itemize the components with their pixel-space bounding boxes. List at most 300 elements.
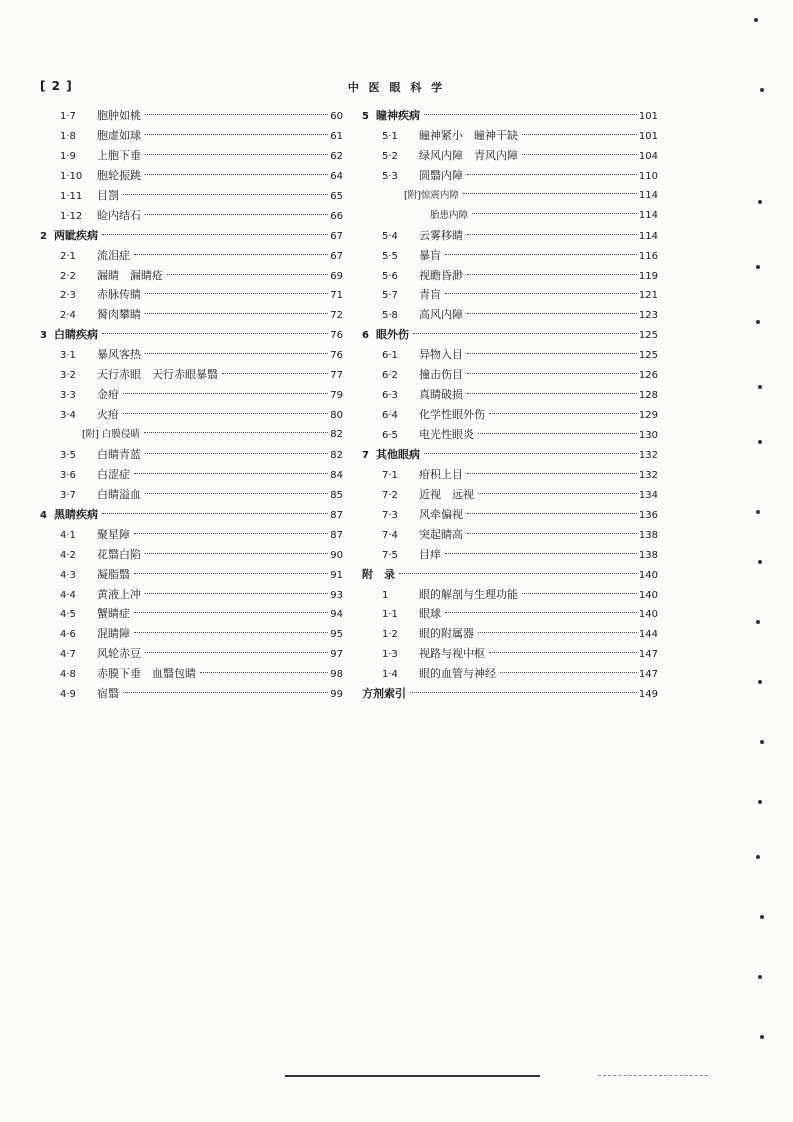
entry-number: 1·3	[382, 649, 398, 661]
entry-number: 4·7	[60, 649, 76, 661]
entry-title: 漏睛 漏睛疮	[97, 268, 163, 282]
entry-number: 5·7	[382, 290, 398, 302]
dot-leader	[424, 114, 637, 115]
entry-title: 化学性眼外伤	[419, 408, 485, 422]
entry-title: 录	[384, 567, 395, 581]
entry-title: 方剂索引	[362, 687, 406, 701]
entry-title: 瞳神紧小 瞳神干缺	[419, 128, 518, 142]
entry-number: 5·6	[382, 270, 398, 282]
scan-dot	[760, 88, 764, 92]
entry-title: 眼的附属器	[419, 627, 474, 641]
toc-entry	[40, 365, 343, 385]
entry-title: 青盲	[419, 288, 441, 302]
entry-number: 4·8	[60, 669, 76, 681]
entry-number: 7	[362, 449, 369, 461]
toc-entry	[362, 684, 658, 704]
entry-number: 3·4	[60, 410, 76, 422]
toc-entry	[40, 545, 343, 565]
dot-leader	[145, 353, 328, 354]
entry-page: 114	[638, 189, 658, 201]
toc-entry	[40, 385, 343, 405]
entry-page: 140	[638, 589, 658, 601]
toc-entry	[40, 305, 343, 325]
entry-number: 5·5	[382, 250, 398, 262]
entry-title: 胞肿如桃	[97, 109, 141, 122]
entry-title: 目劄	[97, 188, 119, 202]
entry-title: 睑内结石	[97, 208, 141, 222]
entry-number: 3	[40, 330, 47, 342]
scan-dot	[760, 915, 764, 919]
dot-leader	[145, 293, 328, 294]
entry-number: 4·9	[60, 689, 76, 701]
entry-page: 72	[330, 310, 343, 322]
entry-title: 赤脉传睛	[97, 288, 141, 302]
dot-leader	[145, 652, 328, 653]
entry-number: 4·1	[60, 529, 76, 541]
toc-entry	[362, 505, 658, 525]
entry-number: 2·2	[60, 270, 76, 282]
entry-title: 暴盲	[419, 248, 441, 262]
dot-leader	[467, 234, 637, 235]
entry-title: [附]惊震内障	[404, 189, 459, 201]
entry-title: 电光性眼炎	[419, 428, 474, 441]
dot-leader	[467, 513, 637, 514]
entry-page: 129	[638, 410, 658, 422]
toc-entry	[40, 226, 343, 246]
toc-entry	[362, 425, 658, 445]
toc-entry	[40, 106, 343, 126]
entry-page: 138	[638, 549, 658, 561]
entry-number: 5·8	[382, 310, 398, 322]
dot-leader	[102, 333, 328, 334]
entry-page: 125	[638, 330, 658, 342]
toc-entry	[362, 186, 658, 206]
entry-number: 7·4	[382, 529, 398, 541]
dot-leader	[467, 373, 637, 374]
entry-title: 风轮赤豆	[97, 647, 141, 661]
toc-entry	[40, 166, 343, 186]
scan-edge-marks	[752, 0, 782, 1122]
dot-leader	[145, 553, 328, 554]
entry-page: 147	[638, 669, 658, 681]
entry-title: 圆翳内障	[419, 168, 463, 182]
entry-title: 白睛溢血	[97, 487, 141, 501]
entry-title: 混睛障	[97, 627, 130, 641]
entry-title: 目痒	[419, 547, 441, 561]
dot-leader	[489, 413, 637, 414]
entry-page: 69	[330, 270, 343, 282]
entry-title: 风牵偏视	[419, 507, 463, 521]
entry-number: 6·4	[382, 410, 398, 422]
entry-page: 101	[638, 111, 658, 122]
scan-dot	[754, 18, 758, 22]
scan-dot	[758, 560, 762, 564]
toc-entry	[40, 126, 343, 146]
entry-title: 白涩症	[97, 467, 130, 481]
toc-entry	[362, 445, 658, 465]
toc-entry	[362, 285, 658, 305]
entry-page: 67	[330, 230, 343, 242]
entry-title: 真睛破损	[419, 388, 463, 402]
toc-entry	[362, 305, 658, 325]
running-title: 中 医 眼 科 学	[347, 81, 446, 94]
toc-entry	[40, 664, 343, 684]
dot-leader	[467, 473, 637, 474]
entry-title: 瞳神疾病	[376, 109, 420, 122]
scan-dot	[756, 510, 760, 514]
entry-page: 60	[330, 111, 343, 122]
entry-number: 5·2	[382, 150, 398, 162]
toc-entry	[362, 525, 658, 545]
entry-number: 7·1	[382, 469, 398, 481]
dot-leader	[445, 612, 637, 613]
entry-page: 119	[638, 270, 658, 282]
toc-entry	[362, 365, 658, 385]
dot-leader	[489, 652, 637, 653]
toc-entry	[362, 385, 658, 405]
entry-number: 7·3	[382, 509, 398, 521]
toc-entry	[362, 266, 658, 286]
entry-title: 视瞻昏渺	[419, 268, 463, 282]
entry-number: 3·7	[60, 489, 76, 501]
entry-number: 7·5	[382, 549, 398, 561]
entry-number: 6·3	[382, 390, 398, 402]
dot-leader	[134, 612, 328, 613]
entry-page: 76	[330, 350, 343, 362]
entry-title: 两眦疾病	[54, 228, 98, 242]
dot-leader	[399, 573, 637, 574]
bottom-rule	[285, 1075, 540, 1077]
toc-entry	[362, 644, 658, 664]
entry-number: 3·2	[60, 370, 76, 382]
entry-number: 3·5	[60, 449, 76, 461]
entry-page: 91	[330, 569, 343, 581]
entry-number: 1·7	[60, 111, 76, 122]
entry-title: 胞虚如球	[97, 128, 141, 142]
toc-entry	[362, 146, 658, 166]
entry-page: 134	[638, 489, 658, 501]
toc-entry	[40, 624, 343, 644]
toc-entry	[362, 465, 658, 485]
entry-number: 6	[362, 330, 369, 342]
entry-page: 116	[638, 250, 658, 262]
toc-entry	[40, 246, 343, 266]
scan-dot	[756, 620, 760, 624]
dot-leader	[145, 174, 328, 175]
entry-page: 95	[330, 629, 343, 641]
entry-number: 5·4	[382, 230, 398, 242]
toc-entry	[40, 345, 343, 365]
scan-dot	[756, 320, 760, 324]
dot-leader	[413, 333, 637, 334]
entry-title: 天行赤眼 天行赤眼暴翳	[97, 368, 218, 382]
dot-leader	[145, 593, 328, 594]
toc-entry	[362, 246, 658, 266]
dot-leader	[522, 154, 637, 155]
entry-page: 132	[638, 469, 658, 481]
entry-title: 突起睛高	[419, 527, 463, 541]
entry-title: 白睛青蓝	[97, 447, 141, 461]
bottom-rule-dashed	[598, 1075, 708, 1076]
toc-entry	[362, 585, 658, 605]
entry-page: 144	[638, 629, 658, 641]
entry-page: 82	[330, 449, 343, 461]
entry-page: 80	[330, 410, 343, 422]
entry-page: 126	[638, 370, 658, 382]
dot-leader	[445, 553, 637, 554]
entry-page: 64	[330, 170, 343, 182]
entry-number: 1·9	[60, 150, 76, 162]
entry-page: 149	[638, 689, 658, 701]
entry-title: 绿风内障 青风内障	[419, 148, 518, 162]
entry-page: 94	[330, 609, 343, 621]
entry-title: 眼外伤	[376, 328, 409, 342]
entry-number: 3·6	[60, 469, 76, 481]
entry-title: 赤膜下垂 血翳包睛	[97, 667, 196, 681]
dot-leader	[467, 313, 637, 314]
dot-leader	[123, 413, 328, 414]
entry-number: 2·1	[60, 250, 76, 262]
toc-entry	[40, 425, 343, 445]
dot-leader	[145, 453, 328, 454]
entry-title: 黑睛疾病	[54, 507, 98, 521]
entry-title: 异物入目	[419, 348, 463, 362]
toc-entry	[362, 206, 658, 226]
scan-dot	[758, 680, 762, 684]
entry-page: 140	[638, 609, 658, 621]
dot-leader	[478, 433, 637, 434]
toc-entry	[362, 624, 658, 644]
toc-entry	[40, 505, 343, 525]
toc-entry	[362, 485, 658, 505]
entry-page: 123	[638, 310, 658, 322]
toc-entry	[362, 166, 658, 186]
scan-dot	[760, 740, 764, 744]
entry-number: 6·2	[382, 370, 398, 382]
scan-dot	[758, 440, 762, 444]
entry-number: 2·3	[60, 290, 76, 302]
entry-page: 97	[330, 649, 343, 661]
toc-entry	[362, 565, 658, 585]
toc-entry	[40, 684, 343, 704]
entry-page: 104	[638, 150, 658, 162]
entry-number: 附	[362, 567, 373, 581]
dot-leader	[467, 533, 637, 534]
entry-number: 2	[40, 230, 47, 242]
toc-entry	[40, 146, 343, 166]
dot-leader	[467, 353, 637, 354]
entry-title: 眼球	[419, 607, 441, 621]
entry-number: 1·2	[382, 629, 398, 641]
entry-number: 1·12	[60, 210, 83, 222]
entry-title: [附] 白膜侵睛	[82, 429, 140, 440]
dot-leader	[410, 692, 637, 693]
entry-page: 138	[638, 529, 658, 541]
entry-page: 76	[330, 330, 343, 342]
dot-leader	[167, 274, 328, 275]
entry-title: 胞轮振跳	[97, 168, 141, 182]
entry-page: 101	[638, 130, 658, 142]
entry-number: 4	[40, 509, 47, 521]
entry-number: 4·6	[60, 629, 76, 641]
entry-number: 1·8	[60, 130, 76, 142]
dot-leader	[123, 393, 328, 394]
toc-entry	[40, 186, 343, 206]
entry-number: 1	[382, 589, 389, 601]
entry-title: 流泪症	[97, 248, 130, 262]
dot-leader	[200, 672, 328, 673]
dot-leader	[145, 114, 328, 115]
dot-leader	[467, 393, 637, 394]
entry-page: 84	[330, 469, 343, 481]
entry-title: 蟹睛症	[97, 607, 130, 621]
toc-entry	[362, 405, 658, 425]
entry-page: 85	[330, 489, 343, 501]
entry-number: 5·1	[382, 130, 398, 142]
entry-number: 3·1	[60, 350, 76, 362]
toc-entry	[362, 106, 658, 126]
entry-title: 高风内障	[419, 308, 463, 322]
entry-number: 1·11	[60, 190, 83, 202]
entry-page: 82	[330, 429, 343, 440]
entry-title: 白睛疾病	[54, 328, 98, 342]
entry-title: 撞击伤目	[419, 368, 463, 382]
dot-leader	[134, 632, 328, 633]
dot-leader	[102, 513, 328, 514]
dot-leader	[145, 214, 328, 215]
dot-leader	[478, 493, 637, 494]
entry-page: 62	[330, 150, 343, 162]
scan-dot	[760, 1035, 764, 1039]
entry-title: 眼的解剖与生理功能	[419, 587, 518, 601]
dot-leader	[463, 193, 637, 194]
entry-page: 110	[638, 170, 658, 182]
entry-page: 125	[638, 350, 658, 362]
toc-entry	[362, 226, 658, 246]
dot-leader	[134, 254, 328, 255]
entry-page: 66	[330, 210, 343, 222]
dot-leader	[478, 632, 637, 633]
toc-entry	[362, 664, 658, 684]
entry-page: 147	[638, 649, 658, 661]
entry-number: 6·5	[382, 430, 398, 441]
entry-title: 疳积上目	[419, 467, 463, 481]
entry-number: 5·3	[382, 170, 398, 182]
toc-entry	[40, 285, 343, 305]
entry-number: 2·4	[60, 310, 76, 322]
dot-leader	[134, 533, 328, 534]
dot-leader	[500, 672, 637, 673]
toc-entry	[362, 126, 658, 146]
toc-right-column	[362, 106, 658, 704]
toc-entry	[40, 585, 343, 605]
dot-leader	[424, 453, 637, 454]
scan-dot	[758, 385, 762, 389]
entry-page: 132	[638, 449, 658, 461]
dot-leader	[123, 194, 328, 195]
entry-title: 胎患内障	[430, 209, 469, 221]
toc-entry	[362, 604, 658, 624]
entry-title: 金疳	[97, 388, 119, 402]
toc-entry	[40, 405, 343, 425]
scan-dot	[758, 800, 762, 804]
entry-number: 6·1	[382, 350, 398, 362]
toc-entry	[40, 525, 343, 545]
entry-page: 61	[330, 130, 343, 142]
entry-title: 其他眼病	[376, 447, 420, 461]
toc-entry	[40, 465, 343, 485]
dot-leader	[145, 493, 328, 494]
toc-entry	[40, 266, 343, 286]
entry-page: 136	[638, 509, 658, 521]
entry-page: 77	[330, 370, 343, 382]
entry-number: 1·10	[60, 170, 83, 182]
toc-entry	[362, 345, 658, 365]
entry-page: 90	[330, 549, 343, 561]
entry-page: 87	[330, 529, 343, 541]
entry-number: 4·5	[60, 609, 76, 621]
dot-leader	[522, 593, 637, 594]
entry-title: 上胞下垂	[97, 148, 141, 162]
page-number: [ 2 ]	[40, 79, 73, 93]
scan-dot	[758, 975, 762, 979]
dot-leader	[102, 234, 328, 235]
entry-title: 暴风客热	[97, 348, 141, 362]
toc-entry	[40, 644, 343, 664]
toc-entry	[40, 445, 343, 465]
toc-entry	[362, 325, 658, 345]
entry-title: 近视 远视	[419, 487, 474, 501]
toc-left-column	[40, 106, 343, 704]
entry-page: 79	[330, 390, 343, 402]
entry-title: 云雾移睛	[419, 228, 463, 242]
entry-page: 71	[330, 290, 343, 302]
toc-entry	[40, 485, 343, 505]
entry-number: 1·1	[382, 609, 398, 621]
entry-number: 7·2	[382, 489, 398, 501]
entry-page: 99	[330, 689, 343, 701]
dot-leader	[144, 432, 328, 433]
entry-number: 1·4	[382, 669, 398, 681]
entry-title: 胬肉攀睛	[97, 308, 141, 322]
entry-number: 4·3	[60, 569, 76, 581]
entry-number: 3·3	[60, 390, 76, 402]
dot-leader	[445, 254, 637, 255]
entry-page: 87	[330, 509, 343, 521]
entry-page: 140	[638, 569, 658, 581]
toc-entry	[362, 545, 658, 565]
entry-page: 93	[330, 589, 343, 601]
scan-dot	[756, 265, 760, 269]
entry-title: 眼的血管与神经	[419, 667, 496, 681]
entry-number: 4·2	[60, 549, 76, 561]
dot-leader	[145, 134, 328, 135]
entry-page: 67	[330, 250, 343, 262]
entry-page: 98	[330, 669, 343, 681]
toc-entry	[40, 565, 343, 585]
dot-leader	[467, 174, 637, 175]
dot-leader	[145, 313, 328, 314]
dot-leader	[467, 274, 637, 275]
dot-leader	[134, 573, 328, 574]
entry-title: 黄液上冲	[97, 587, 141, 601]
toc-entry	[40, 604, 343, 624]
dot-leader	[445, 293, 637, 294]
toc-entry	[40, 325, 343, 345]
entry-page: 114	[638, 209, 658, 221]
dot-leader	[123, 692, 328, 693]
dot-leader	[222, 373, 328, 374]
